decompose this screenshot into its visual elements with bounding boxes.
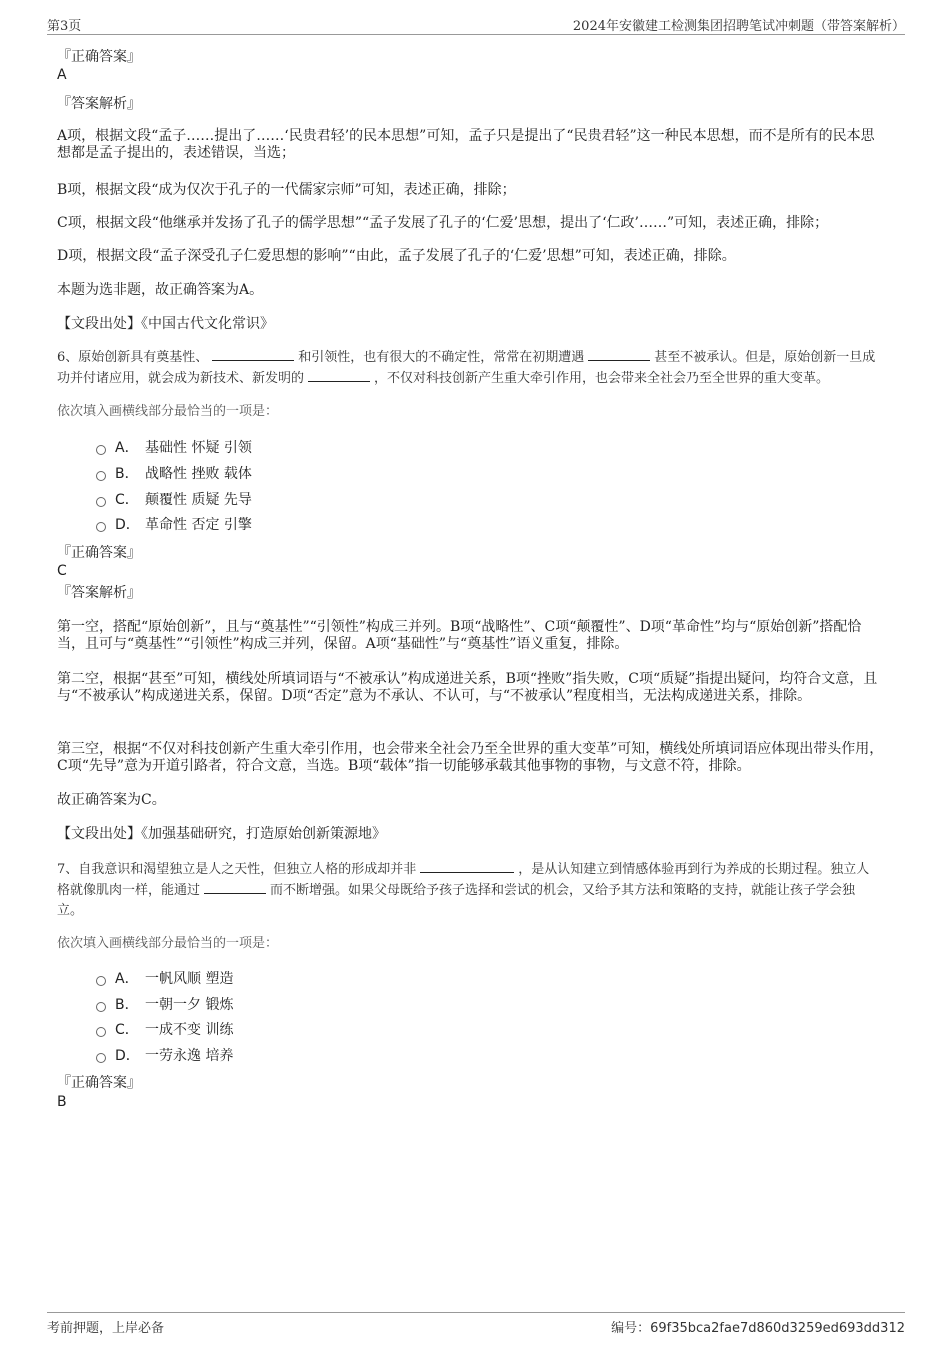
document-serial: 编号：69f35bca2fae7d860d3259ed693dd312	[611, 1321, 905, 1336]
blank-1	[212, 347, 294, 361]
radio-button[interactable]	[96, 1027, 106, 1037]
option-a[interactable]: A． 基础性 怀疑 引领	[96, 439, 252, 457]
analysis-paragraph: 第二空，根据“甚至”可知，横线处所填词语与“不被承认”构成递进关系，B项“挫败”指失败，C项“质疑”指提出疑问，均符合文意，且与“不被承认”构成递进关系，保留。D项“否定”意为不承认、不认可，与“不被承认”程度相当，无法构成递进关系，排除。	[57, 671, 878, 704]
radio-button[interactable]	[96, 1002, 106, 1012]
answer-heading: 『正确答案』	[57, 545, 141, 561]
answer-value: B	[57, 1094, 67, 1110]
radio-button[interactable]	[96, 471, 106, 481]
analysis-heading: 『答案解析』	[57, 585, 141, 601]
radio-button[interactable]	[96, 497, 106, 507]
analysis-paragraph: A项，根据文段“孟子……提出了……‘民贵君轻’的民本思想”可知，孟子只是提出了“民贵君轻”这一种民本思想，而不是所有的民本思想都是孟子提出的，表述错误，当选；	[57, 128, 875, 161]
footer-slogan: 考前押题，上岸必备	[47, 1321, 165, 1336]
question-instruction: 依次填入画横线部分最恰当的一项是：	[57, 404, 279, 419]
analysis-conclusion: 本题为选非题，故正确答案为A。	[57, 282, 264, 298]
option-c[interactable]: C． 一成不变 训练	[96, 1021, 233, 1039]
analysis-paragraph: B项，根据文段“成为仅次于孔子的一代儒家宗师”可知，表述正确，排除；	[57, 182, 516, 198]
page-number: 第3页	[47, 19, 82, 34]
answer-value: A	[57, 67, 67, 83]
answer-value: C	[57, 563, 67, 579]
blank-2	[204, 880, 266, 894]
radio-button[interactable]	[96, 976, 106, 986]
blank-3	[308, 368, 370, 382]
answer-heading: 『正确答案』	[57, 1075, 141, 1091]
answer-heading: 『正确答案』	[57, 49, 141, 65]
source-citation: 【文段出处】《中国古代文化常识》	[57, 316, 274, 332]
blank-1	[420, 859, 514, 873]
option-d[interactable]: D． 一劳永逸 培养	[96, 1047, 233, 1065]
option-c[interactable]: C． 颠覆性 质疑 先导	[96, 491, 252, 509]
analysis-heading: 『答案解析』	[57, 96, 141, 112]
option-d[interactable]: D． 革命性 否定 引擎	[96, 516, 252, 534]
question-7-text: 7、自我意识和渴望独立是人之天性，但独立人格的形成却并非 ，是从认知建立到情感体验再到行为养成的长期过程。独立人 格就像肌肉一样，能通过 而不断增强。如果父母既给予孩子选择和尝试的机会，又给予其方法和策略的支持，就能让孩子学会独 立。	[57, 859, 887, 921]
source-citation: 【文段出处】《加强基础研究，打造原始创新策源地》	[57, 826, 386, 842]
blank-2	[588, 347, 650, 361]
page-header	[47, 12, 905, 35]
analysis-paragraph: D项，根据文段“孟子深受孔子仁爱思想的影响”“由此，孟子发展了孔子的‘仁爱’思想”可知，表述正确，排除。	[57, 248, 736, 264]
analysis-conclusion: 故正确答案为C。	[57, 792, 166, 808]
analysis-paragraph: 第三空，根据“不仅对科技创新产生重大牵引作用，也会带来全社会乃至全世界的重大变革”可知，横线处所填词语应体现出带头作用，C项“先导”意为开道引路者，符合文意，当选。B项“载体”指一切能够承载其他事物的事物，与文意不符，排除。	[57, 741, 884, 774]
document-title: 2024年安徽建工检测集团招聘笔试冲刺题（带答案解析）	[572, 19, 905, 34]
option-a[interactable]: A． 一帆风顺 塑造	[96, 970, 233, 988]
radio-button[interactable]	[96, 1053, 106, 1063]
option-b[interactable]: B． 战略性 挫败 载体	[96, 465, 252, 483]
radio-button[interactable]	[96, 445, 106, 455]
question-instruction: 依次填入画横线部分最恰当的一项是：	[57, 936, 279, 951]
option-b[interactable]: B． 一朝一夕 锻炼	[96, 996, 233, 1014]
analysis-paragraph: C项，根据文段“他继承并发扬了孔子的儒学思想”“孟子发展了孔子的‘仁爱’思想，提出了‘仁政’……”可知，表述正确，排除；	[57, 215, 829, 231]
radio-button[interactable]	[96, 522, 106, 532]
analysis-paragraph: 第一空，搭配“原始创新”，且与“奠基性”“引领性”构成三并列。B项“战略性”、C项“颠覆性”、D项“革命性”均与“原始创新”搭配恰当，且可与“奠基性”“引领性”构成三并列，保留。A项“基础性”与“奠基性”语义重复，排除。	[57, 619, 862, 652]
page-footer	[47, 1312, 905, 1337]
question-6-text: 6、原始创新具有奠基性、 和引领性，也有很大的不确定性，常常在初期遭遇 甚至不被承认。但是，原始创新一旦成 功并付诸应用，就会成为新技术、新发明的 ，不仅对科技创新产生重大牵引作用，也会带来全社会乃至全世界的重大变革。	[57, 347, 887, 389]
